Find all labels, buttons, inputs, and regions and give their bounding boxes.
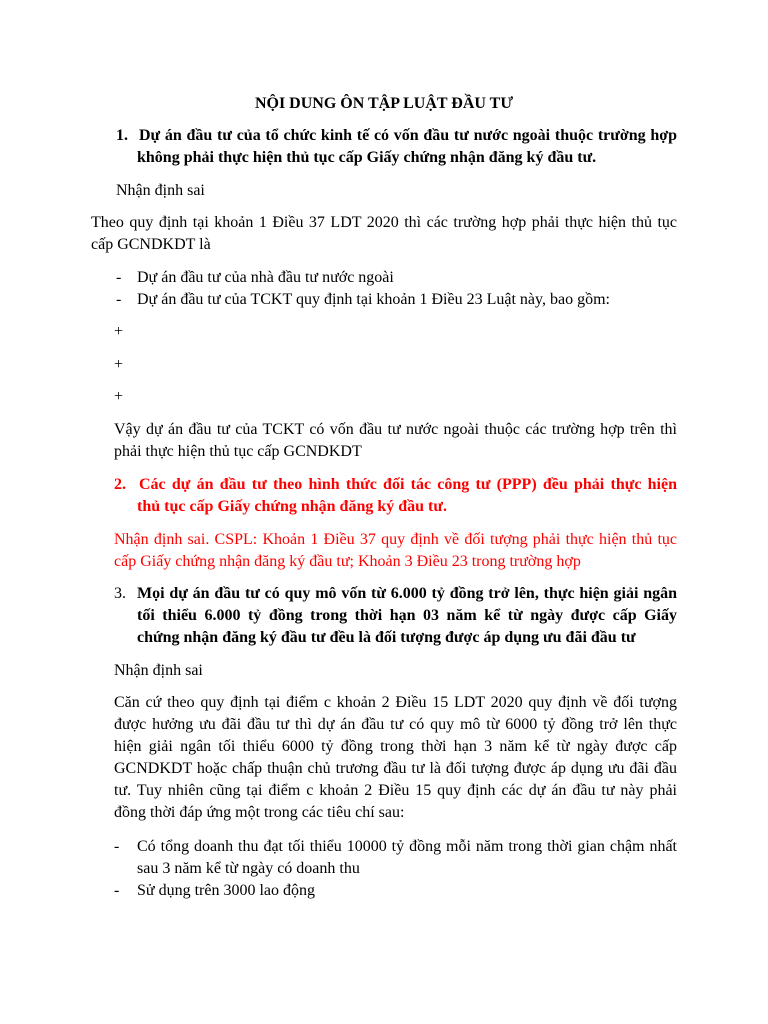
q1-bullet1-dash: - [116, 269, 122, 286]
q3-bullet1-dash: - [114, 838, 120, 855]
q3-heading-line3: chứng nhận đăng ký đầu tư đều là đối tượng được áp dụng ưu đãi đầu tư [137, 629, 636, 646]
q2-heading-line2: thủ tục cấp Giấy chứng nhận đăng ký đầu tư. [137, 498, 447, 515]
q3-paragraph-line2: được hưởng ưu đãi đầu tư thì dự án đầu tư có quy mô từ 6000 tỷ đồng trở lên thực [114, 716, 677, 733]
q2-number: 2. [114, 476, 126, 493]
q1-verdict: Nhận định sai [116, 182, 205, 199]
q1-bullet2: Dự án đầu tư của TCKT quy định tại khoản 1 Điều 23 Luật này, bao gồm: [137, 291, 610, 308]
q3-paragraph-line5: tư. Tuy nhiên cũng tại điểm c khoản 2 Điều 15 quy định các dự án đầu tư này phải [114, 782, 677, 799]
q3-bullet1-line2: sau 3 năm kể từ ngày có doanh thu [137, 860, 360, 877]
q1-number: 1. [116, 127, 128, 144]
q1-conclusion-line2: phải thực hiện thủ tục cấp GCNDKDT [114, 443, 362, 460]
q2-answer-line2: cấp Giấy chứng nhận đăng ký đầu tư; Khoản 3 Điều 23 trong trường hợp [114, 553, 581, 570]
q2-answer-line1: Nhận định sai. CSPL: Khoản 1 Điều 37 quy định về đối tượng phải thực hiện thủ tục [114, 531, 677, 548]
q1-heading-line2: không phải thực hiện thủ tục cấp Giấy chứng nhận đăng ký đầu tư. [137, 149, 597, 166]
q3-heading-line2: tối thiểu 6.000 tỷ đồng trong thời hạn 03 năm kể từ ngày được cấp Giấy [137, 607, 677, 624]
q1-plus-item-2: + [114, 356, 124, 373]
q3-verdict: Nhận định sai [114, 662, 203, 679]
q3-paragraph-line1: Căn cứ theo quy định tại điểm c khoản 2 Điều 15 LDT 2020 quy định về đối tượng [114, 694, 677, 711]
q1-heading-line1: Dự án đầu tư của tổ chức kinh tế có vốn đầu tư nước ngoài thuộc trường hợp [139, 127, 677, 144]
q1-conclusion-line1: Vậy dự án đầu tư của TCKT có vốn đầu tư nước ngoài thuộc các trường hợp trên thì [114, 421, 677, 438]
q3-heading-line1: Mọi dự án đầu tư có quy mô vốn từ 6.000 tỷ đồng trở lên, thực hiện giải ngân [137, 585, 677, 602]
q1-bullet1: Dự án đầu tư của nhà đầu tư nước ngoài [137, 269, 394, 286]
q1-paragraph-line1: Theo quy định tại khoản 1 Điều 37 LDT 2020 thì các trường hợp phải thực hiện thủ tục [91, 214, 677, 231]
q3-number: 3. [114, 585, 126, 602]
q1-plus-item-1: + [114, 323, 124, 340]
q1-bullet2-dash: - [116, 291, 122, 308]
q3-paragraph-line4: GCNDKDT hoặc chấp thuận chủ trương đầu tư là đối tượng được áp dụng ưu đãi đầu [114, 760, 677, 777]
q1-plus-item-3: + [114, 388, 124, 405]
q1-paragraph-line2: cấp GCNDKDT là [91, 236, 211, 253]
q3-paragraph-line3: hiện giải ngân tối thiểu 6000 tỷ đồng trong thời hạn 3 năm kể từ ngày được cấp [114, 738, 677, 755]
q3-bullet2-dash: - [114, 882, 120, 899]
q3-bullet1-line1: Có tổng doanh thu đạt tối thiểu 10000 tỷ đồng mỗi năm trong thời gian chậm nhất [137, 838, 677, 855]
q3-bullet2: Sử dụng trên 3000 lao động [137, 882, 315, 899]
document-title: NỘI DUNG ÔN TẬP LUẬT ĐẦU TƯ [254, 95, 514, 112]
q3-paragraph-line6: đồng thời đáp ứng một trong các tiêu chí sau: [114, 804, 405, 821]
q2-heading-line1: Các dự án đầu tư theo hình thức đối tác công tư (PPP) đều phải thực hiện [139, 476, 677, 493]
